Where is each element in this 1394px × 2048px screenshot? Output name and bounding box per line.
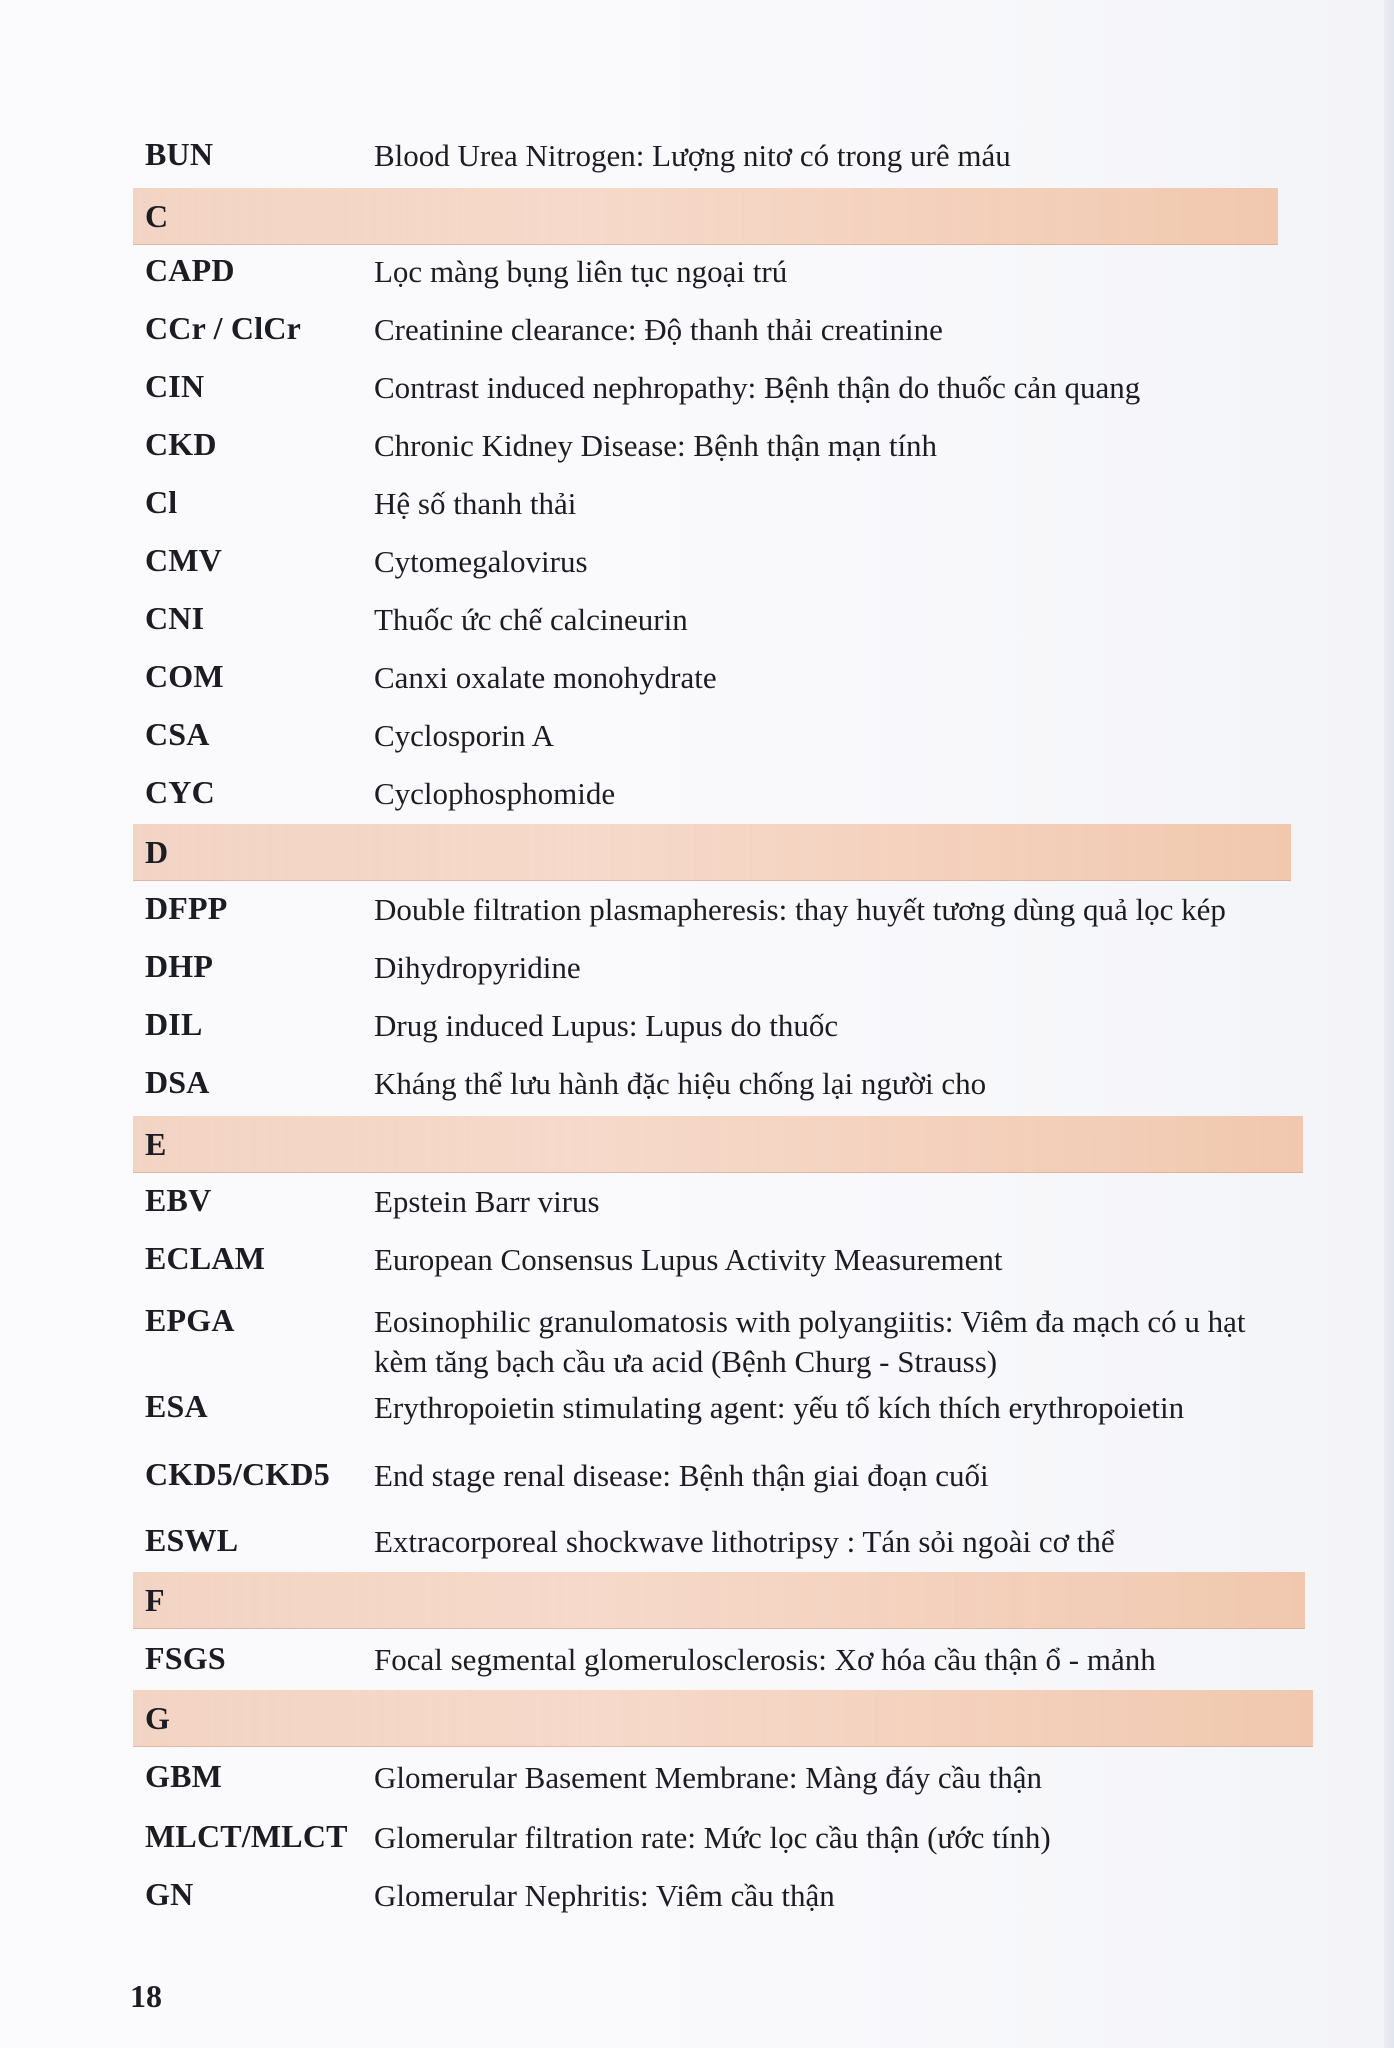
abbreviation: ESA [145,1388,208,1424]
abbreviation: BUN [145,136,214,172]
abbreviation: CMV [145,542,223,578]
definition: Cytomegalovirus [374,544,588,579]
abbreviation: CSA [145,716,210,752]
section-letter: F [145,1582,165,1618]
definition: Epstein Barr virus [374,1184,600,1219]
page-number: 18 [130,1978,162,2014]
definition: End stage renal disease: Bệnh thận giai đoạn cuối [374,1458,989,1493]
definition: Focal segmental glomerulosclerosis: Xơ hóa cầu thận ổ - mảnh [374,1642,1156,1677]
definition: Canxi oxalate monohydrate [374,660,717,695]
abbreviation: EPGA [145,1302,235,1338]
definition: Glomerular filtration rate: Mức lọc cầu thận (ước tính) [374,1820,1051,1855]
abbreviation: DFPP [145,890,228,926]
definition: Double filtration plasmapheresis: thay huyết tương dùng quả lọc kép [374,892,1226,927]
section-letter: E [145,1126,167,1162]
abbreviation: DSA [145,1064,210,1100]
abbreviation: FSGS [145,1640,226,1676]
abbreviation: MLCT/MLCT [145,1818,348,1854]
definition: Glomerular Basement Membrane: Màng đáy cầu thận [374,1760,1042,1795]
definition: Dihydropyridine [374,950,581,985]
section-header-g [133,1690,1313,1747]
definition: Cyclosporin A [374,718,554,753]
abbreviation: DIL [145,1006,203,1042]
section-header-f [133,1572,1305,1629]
abbreviation: CIN [145,368,205,404]
abbreviation: GBM [145,1758,223,1794]
definition: Erythropoietin stimulating agent: yếu tố kích thích erythropoietin [374,1390,1185,1425]
abbreviation: EBV [145,1182,212,1218]
abbreviation: ESWL [145,1522,239,1558]
abbreviation: GN [145,1876,194,1912]
abbreviation: CAPD [145,252,235,288]
abbreviation: Cl [145,484,178,520]
definition: Contrast induced nephropathy: Bệnh thận do thuốc cản quang [374,370,1141,405]
section-header-c [133,188,1278,245]
definition: Eosinophilic granulomatosis with polyangiitis: Viêm đa mạch có u hạt kèm tăng bạch cầu ưa acid (Bệnh Churg - Strauss) [374,1304,1246,1379]
abbreviation: CCr / ClCr [145,310,302,346]
definition: Drug induced Lupus: Lupus do thuốc [374,1008,839,1043]
abbreviation: CNI [145,600,205,636]
abbreviation: CYC [145,774,215,810]
definition: Cyclophosphomide [374,776,616,811]
definition: Creatinine clearance: Độ thanh thải creatinine [374,312,943,347]
section-letter: C [145,198,169,234]
definition: Blood Urea Nitrogen: Lượng nitơ có trong urê máu [374,138,1011,173]
abbreviation: DHP [145,948,214,984]
definition: Glomerular Nephritis: Viêm cầu thận [374,1878,835,1913]
definition: Thuốc ức chế calcineurin [374,602,688,637]
definition: Lọc màng bụng liên tục ngoại trú [374,254,788,289]
abbreviation: COM [145,658,224,694]
definition: Hệ số thanh thải [374,486,577,521]
section-header-d [133,824,1291,881]
definition: Extracorporeal shockwave lithotripsy : Tán sỏi ngoài cơ thể [374,1524,1115,1559]
definition: European Consensus Lupus Activity Measurement [374,1242,1003,1277]
abbreviation: ECLAM [145,1240,266,1276]
definition: Chronic Kidney Disease: Bệnh thận mạn tính [374,428,938,463]
abbreviation: CKD5/CKD5 [145,1456,330,1492]
definition: Kháng thể lưu hành đặc hiệu chống lại người cho [374,1066,987,1101]
section-letter: D [145,834,169,870]
section-header-e [133,1116,1303,1173]
section-letter: G [145,1700,170,1736]
abbreviation: CKD [145,426,217,462]
